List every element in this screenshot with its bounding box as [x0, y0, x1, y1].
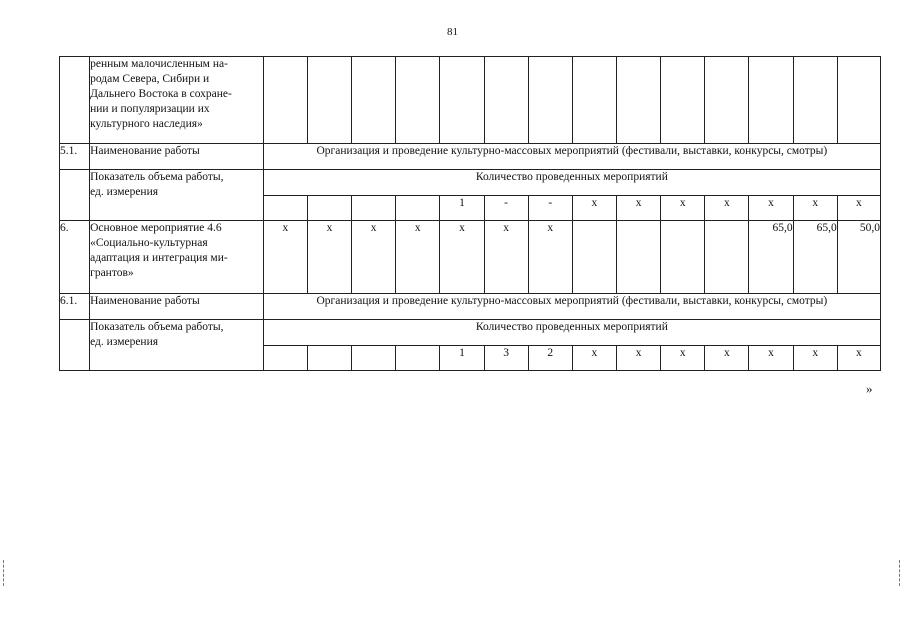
page-number: 81: [447, 26, 458, 38]
label-line: Показатель объема работы,: [90, 321, 224, 333]
label-line: ед. измерения: [90, 186, 159, 198]
value-cell: х: [352, 221, 396, 294]
work-label-cell: Наименование работы: [90, 144, 264, 170]
table-row: [60, 294, 881, 320]
value-cell: 1: [440, 346, 484, 371]
table-row: [60, 320, 881, 346]
value-cell: х: [528, 221, 572, 294]
value-cell: [616, 57, 660, 144]
row-number-cell: 6.: [60, 221, 90, 294]
value-cell: [705, 221, 749, 294]
value-cell: 2: [528, 346, 572, 371]
value-cell: [352, 57, 396, 144]
measure-name-cell: [90, 221, 264, 294]
value-cell: 50,0: [837, 221, 880, 294]
value-cell: х: [307, 221, 351, 294]
value-cell: [352, 196, 396, 221]
row-number-cell: 5.1.: [60, 144, 90, 170]
value-cell: х: [793, 346, 837, 371]
value-cell: [263, 57, 307, 144]
work-label-cell: Наименование работы: [90, 294, 264, 320]
value-cell: [307, 346, 351, 371]
value-cell: [661, 221, 705, 294]
value-cell: -: [528, 196, 572, 221]
name-line: «Социально-культурная: [90, 237, 208, 249]
indicator-label-cell: [90, 320, 264, 371]
value-cell: [705, 57, 749, 144]
indicator-label-cell: [90, 170, 264, 221]
name-line: Дальнего Востока в сохране-: [90, 88, 232, 100]
value-cell: -: [484, 196, 528, 221]
value-cell: х: [661, 196, 705, 221]
value-cell: х: [661, 346, 705, 371]
value-cell: х: [440, 221, 484, 294]
label-line: ед. измерения: [90, 336, 159, 348]
scan-margin-mark: [899, 560, 904, 586]
value-cell: [307, 57, 351, 144]
value-cell: [661, 57, 705, 144]
value-cell: х: [837, 346, 880, 371]
name-line: ренным малочисленным на-: [90, 58, 228, 70]
value-cell: х: [616, 196, 660, 221]
table-row: [60, 144, 881, 170]
unit-cell: Количество проведенных мероприятий: [263, 320, 880, 346]
value-cell: х: [749, 346, 793, 371]
value-cell: х: [749, 196, 793, 221]
value-cell: 65,0: [749, 221, 793, 294]
value-cell: х: [263, 221, 307, 294]
value-cell: [396, 57, 440, 144]
value-cell: [263, 346, 307, 371]
value-cell: [572, 221, 616, 294]
row-number-cell: [60, 320, 90, 371]
measure-name-cell: [90, 57, 264, 144]
value-cell: [263, 196, 307, 221]
value-cell: 3: [484, 346, 528, 371]
label-line: Показатель объема работы,: [90, 171, 224, 183]
value-cell: 1: [440, 196, 484, 221]
value-cell: [528, 57, 572, 144]
work-description-cell: Организация и проведение культурно-массовых мероприятий (фестивали, выставки, конкурсы, смотры): [263, 294, 880, 320]
value-cell: [307, 196, 351, 221]
name-line: адаптация и интеграция ми-: [90, 252, 228, 264]
value-cell: [793, 57, 837, 144]
table-row: [60, 170, 881, 196]
value-cell: [484, 57, 528, 144]
closing-quote: »: [866, 381, 873, 396]
value-cell: х: [793, 196, 837, 221]
value-cell: [616, 221, 660, 294]
value-cell: х: [396, 221, 440, 294]
value-cell: [572, 57, 616, 144]
row-number-cell: [60, 170, 90, 221]
row-number-cell: [60, 57, 90, 144]
value-cell: х: [616, 346, 660, 371]
value-cell: [440, 57, 484, 144]
unit-cell: Количество проведенных мероприятий: [263, 170, 880, 196]
table-row: [60, 57, 881, 144]
scan-margin-mark: [3, 560, 8, 586]
work-description-cell: Организация и проведение культурно-массовых мероприятий (фестивали, выставки, конкурсы, смотры): [263, 144, 880, 170]
name-line: родам Севера, Сибири и: [90, 73, 210, 85]
name-line: культурного наследия»: [90, 118, 203, 130]
value-cell: [352, 346, 396, 371]
value-cell: [749, 57, 793, 144]
row-number-cell: 6.1.: [60, 294, 90, 320]
name-line: Основное мероприятие 4.6: [90, 222, 222, 234]
value-cell: х: [572, 196, 616, 221]
measures-table: [59, 56, 881, 371]
value-cell: х: [484, 221, 528, 294]
value-cell: [837, 57, 880, 144]
value-cell: х: [705, 346, 749, 371]
value-cell: х: [837, 196, 880, 221]
value-cell: [396, 346, 440, 371]
name-line: грантов»: [90, 267, 134, 279]
name-line: нии и популяризации их: [90, 103, 210, 115]
value-cell: 65,0: [793, 221, 837, 294]
value-cell: [396, 196, 440, 221]
value-cell: х: [705, 196, 749, 221]
table-row: [60, 221, 881, 294]
value-cell: х: [572, 346, 616, 371]
